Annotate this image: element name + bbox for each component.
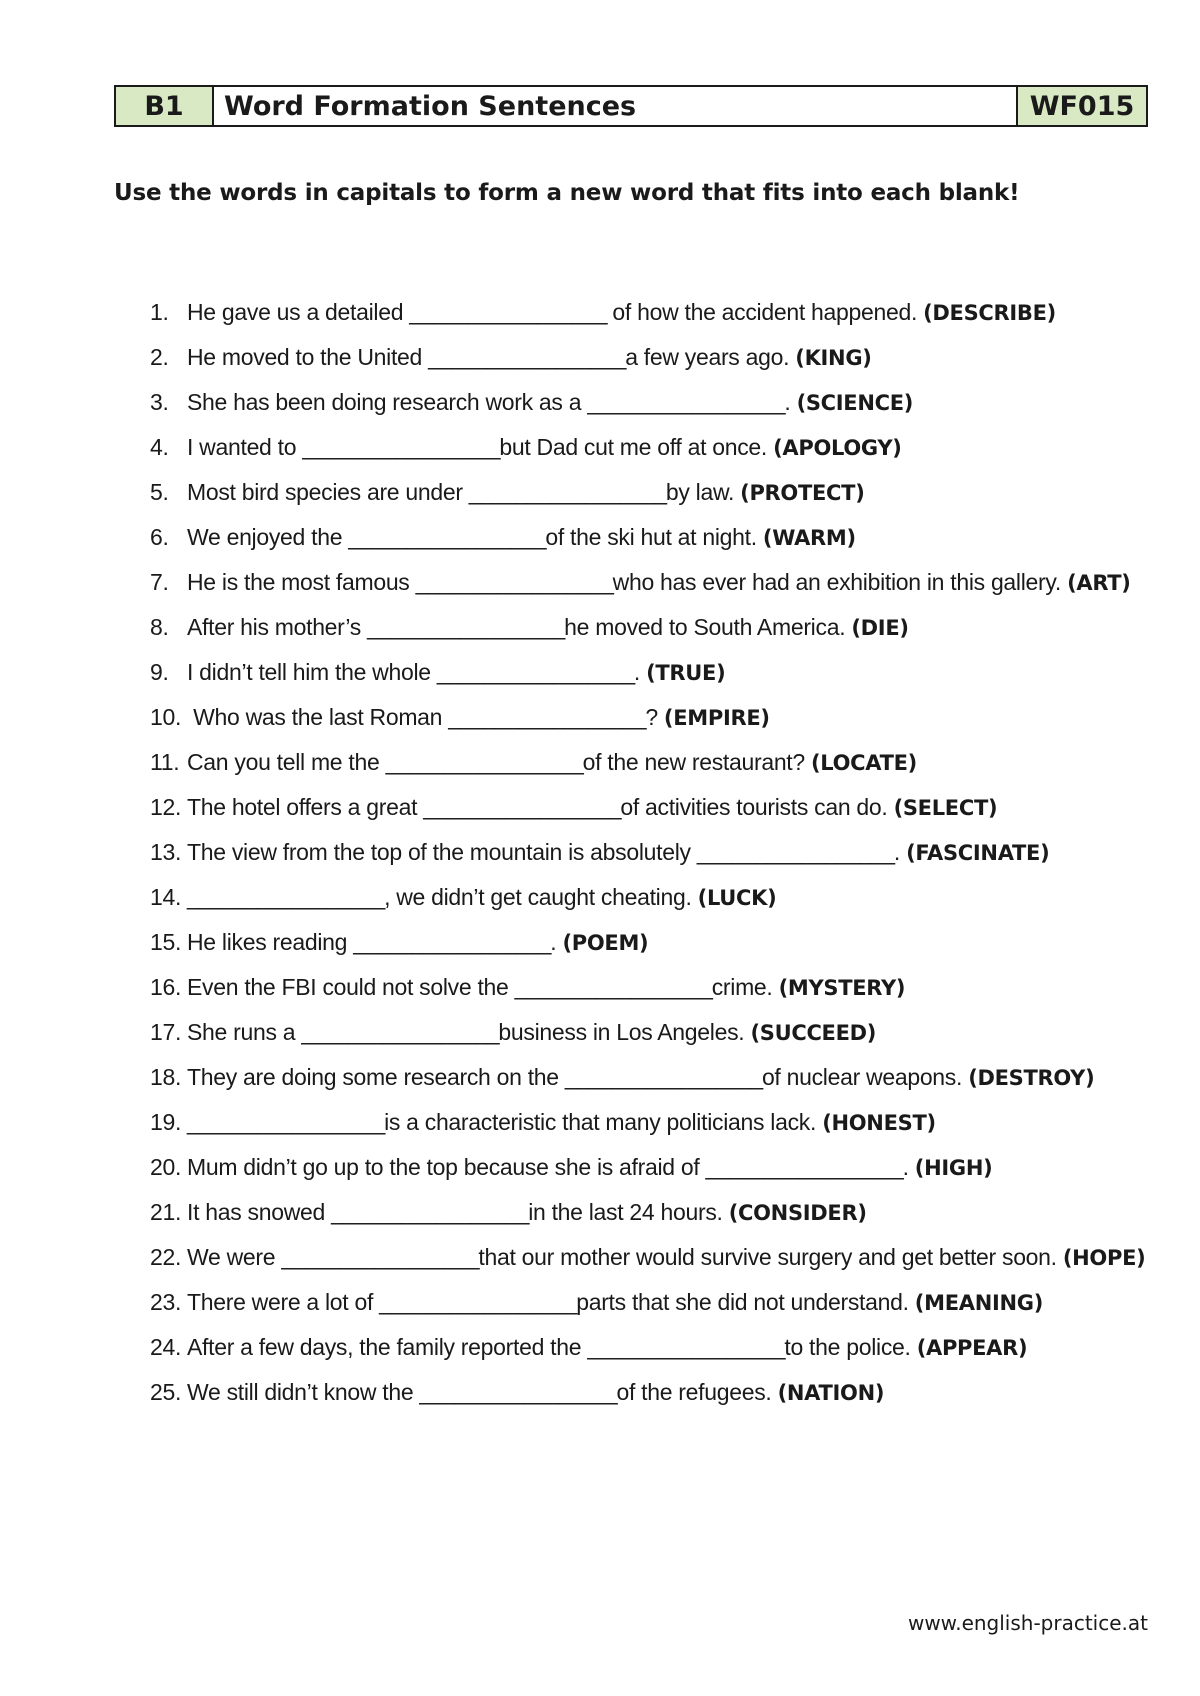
exercise-item (150, 1061, 1150, 1094)
exercise-sentence (187, 791, 1150, 824)
exercise-number: 5. (150, 479, 169, 505)
base-word: (DESCRIBE) (923, 301, 1056, 325)
base-word: (LUCK) (697, 886, 777, 910)
exercise-number: 3. (150, 389, 169, 415)
sentence-before-blank: I wanted to (187, 434, 303, 460)
exercise-sentence (187, 1151, 1150, 1184)
exercise-sentence (187, 1061, 1150, 1094)
sentence-after-blank: by law. (665, 479, 741, 505)
base-word: (KING) (795, 346, 872, 370)
exercise-sentence (187, 971, 1150, 1004)
exercise-item (150, 341, 1150, 374)
level-cell: B1 (116, 87, 214, 125)
exercise-item (150, 1016, 1150, 1049)
sentence-after-blank: but Dad cut me off at once. (499, 434, 774, 460)
sentence-after-blank: a few years ago. (625, 344, 796, 370)
exercise-number: 19. (150, 1109, 182, 1135)
answer-blank[interactable]: _________________ (379, 1289, 577, 1315)
sentence-before-blank: We enjoyed the (187, 524, 349, 550)
exercise-sentence (187, 1106, 1150, 1139)
exercise-item (150, 611, 1150, 644)
base-word: (MEANING) (914, 1291, 1043, 1315)
sentence-before-blank: He moved to the United (187, 344, 429, 370)
sentence-before-blank: He likes reading (187, 929, 354, 955)
exercise-item (150, 566, 1150, 599)
exercise-number: 1. (150, 299, 169, 325)
exercise-sentence (187, 836, 1150, 869)
sentence-after-blank: that our mother would survive surgery and get better soon. (478, 1244, 1063, 1270)
sentence-after-blank: business in Los Angeles. (498, 1019, 751, 1045)
exercise-number: 21. (150, 1199, 182, 1225)
exercise-sentence (187, 1016, 1150, 1049)
answer-blank[interactable]: _________________ (428, 344, 626, 370)
exercise-item (150, 656, 1150, 689)
exercise-number: 6. (150, 524, 169, 550)
answer-blank[interactable]: _________________ (353, 929, 551, 955)
exercise-sentence (187, 521, 1150, 554)
answer-blank[interactable]: _________________ (448, 704, 646, 730)
sentence-after-blank: of activities tourists can do. (620, 794, 894, 820)
exercise-sentence (187, 926, 1150, 959)
sentence-after-blank: . (893, 839, 907, 865)
sentence-before-blank: Even the FBI could not solve the (187, 974, 515, 1000)
sentence-after-blank: . (550, 929, 563, 955)
exercise-sentence (187, 746, 1150, 779)
exercise-sentence (187, 1286, 1150, 1319)
exercise-list (150, 296, 1150, 1421)
exercise-item (150, 1376, 1150, 1409)
exercise-number: 22. (150, 1244, 182, 1270)
sentence-before-blank: He gave us a detailed (187, 299, 410, 325)
exercise-item (150, 476, 1150, 509)
sentence-after-blank: . (784, 389, 797, 415)
base-word: (HONEST) (822, 1111, 936, 1135)
answer-blank[interactable]: _________________ (415, 569, 613, 595)
exercise-item (150, 1106, 1150, 1139)
base-word: (HOPE) (1062, 1246, 1146, 1270)
answer-blank[interactable]: _________________ (367, 614, 565, 640)
exercise-sentence (187, 656, 1150, 689)
base-word: (TRUE) (646, 661, 726, 685)
worksheet-header (114, 85, 1148, 127)
exercise-number: 15. (150, 929, 182, 955)
exercise-sentence (187, 611, 1150, 644)
sentence-after-blank: crime. (711, 974, 779, 1000)
exercise-item (150, 746, 1150, 779)
sentence-before-blank: They are doing some research on the (187, 1064, 565, 1090)
exercise-number: 16. (150, 974, 182, 1000)
exercise-number: 25. (150, 1379, 182, 1405)
base-word: (LOCATE) (810, 751, 917, 775)
answer-blank[interactable]: _________________ (385, 749, 583, 775)
base-word: (PROTECT) (740, 481, 865, 505)
exercise-sentence (187, 566, 1150, 599)
exercise-number: 13. (150, 839, 182, 865)
sentence-after-blank: of how the accident happened. (606, 299, 924, 325)
sentence-after-blank: ? (645, 704, 664, 730)
worksheet-title: Word Formation Sentences (214, 87, 1018, 125)
answer-blank[interactable]: _________________ (423, 794, 621, 820)
exercise-item (150, 521, 1150, 554)
exercise-number: 12. (150, 794, 182, 820)
exercise-number: 23. (150, 1289, 182, 1315)
answer-blank[interactable]: _________________ (587, 389, 785, 415)
sentence-before-blank: Most bird species are under (187, 479, 469, 505)
sentence-before-blank: There were a lot of (187, 1289, 380, 1315)
base-word: (SELECT) (893, 796, 998, 820)
exercise-number: 8. (150, 614, 169, 640)
sentence-after-blank: who has ever had an exhibition in this gallery. (612, 569, 1068, 595)
exercise-item (150, 971, 1150, 1004)
exercise-number: 10. (150, 704, 182, 730)
answer-blank[interactable]: _________________ (436, 659, 634, 685)
base-word: (MYSTERY) (778, 976, 906, 1000)
exercise-sentence (187, 1241, 1150, 1274)
sentence-after-blank: , we didn’t get caught cheating. (384, 884, 698, 910)
base-word: (ART) (1067, 571, 1131, 595)
base-word: (CONSIDER) (728, 1201, 867, 1225)
exercise-item (150, 431, 1150, 464)
sentence-before-blank: He is the most famous (187, 569, 416, 595)
exercise-sentence (187, 431, 1150, 464)
answer-blank[interactable]: _________________ (302, 434, 500, 460)
worksheet-code-cell: WF015 (1018, 87, 1146, 125)
exercise-number: 18. (150, 1064, 182, 1090)
sentence-before-blank: We still didn’t know the (187, 1379, 420, 1405)
sentence-after-blank: to the police. (784, 1334, 917, 1360)
exercise-sentence (187, 701, 1150, 734)
sentence-before-blank: We were (187, 1244, 282, 1270)
exercise-item (150, 881, 1150, 914)
exercise-number: 7. (150, 569, 169, 595)
base-word: (POEM) (562, 931, 649, 955)
exercise-item (150, 296, 1150, 329)
sentence-after-blank: of the refugees. (616, 1379, 778, 1405)
answer-blank[interactable]: _________________ (187, 1109, 385, 1135)
exercise-number: 17. (150, 1019, 182, 1045)
answer-blank[interactable]: _________________ (514, 974, 712, 1000)
exercise-item (150, 386, 1150, 419)
sentence-after-blank: . (633, 659, 647, 685)
exercise-sentence (187, 341, 1150, 374)
sentence-before-blank: After his mother’s (187, 614, 368, 640)
base-word: (DESTROY) (968, 1066, 1095, 1090)
sentence-before-blank: It has snowed (187, 1199, 332, 1225)
sentence-before-blank: The hotel offers a great (187, 794, 424, 820)
sentence-before-blank: Can you tell me the (187, 749, 386, 775)
exercise-item (150, 1286, 1150, 1319)
sentence-before-blank: After a few days, the family reported the (187, 1334, 588, 1360)
exercise-number: 9. (150, 659, 169, 685)
instructions: Use the words in capitals to form a new word that fits into each blank! (114, 180, 1020, 206)
answer-blank[interactable]: _________________ (331, 1199, 529, 1225)
exercise-item (150, 836, 1150, 869)
exercise-number: 4. (150, 434, 169, 460)
base-word: (NATION) (777, 1381, 885, 1405)
sentence-before-blank: I didn’t tell him the whole (187, 659, 437, 685)
sentence-after-blank: of nuclear weapons. (761, 1064, 969, 1090)
exercise-number: 11. (150, 749, 180, 775)
base-word: (HIGH) (914, 1156, 993, 1180)
footer-website: www.english-practice.at (907, 1611, 1148, 1635)
exercise-sentence (187, 476, 1150, 509)
exercise-sentence (187, 1376, 1150, 1409)
base-word: (FASCINATE) (906, 841, 1050, 865)
exercise-item (150, 1151, 1150, 1184)
sentence-after-blank: he moved to South America. (564, 614, 852, 640)
sentence-after-blank: of the ski hut at night. (545, 524, 763, 550)
base-word: (SUCCEED) (750, 1021, 877, 1045)
exercise-number: 2. (150, 344, 169, 370)
base-word: (SCIENCE) (796, 391, 914, 415)
answer-blank[interactable]: _________________ (419, 1379, 617, 1405)
base-word: (DIE) (851, 616, 909, 640)
base-word: (WARM) (762, 526, 856, 550)
exercise-sentence (187, 296, 1150, 329)
sentence-after-blank: of the new restaurant? (582, 749, 811, 775)
exercise-item (150, 791, 1150, 824)
exercise-number: 20. (150, 1154, 182, 1180)
answer-blank[interactable]: _________________ (705, 1154, 903, 1180)
sentence-before-blank: She has been doing research work as a (187, 389, 588, 415)
sentence-before-blank: She runs a (187, 1019, 302, 1045)
exercise-sentence (187, 1331, 1150, 1364)
sentence-after-blank: in the last 24 hours. (528, 1199, 729, 1225)
answer-blank[interactable]: _________________ (348, 524, 546, 550)
exercise-sentence (187, 386, 1150, 419)
answer-blank[interactable]: _________________ (409, 299, 607, 325)
answer-blank[interactable]: _________________ (187, 884, 385, 910)
answer-blank[interactable]: _________________ (696, 839, 894, 865)
base-word: (EMPIRE) (663, 706, 770, 730)
exercise-item (150, 1196, 1150, 1229)
exercise-number: 24. (150, 1334, 182, 1360)
sentence-before-blank: The view from the top of the mountain is absolutely (187, 839, 697, 865)
exercise-item (150, 1241, 1150, 1274)
answer-blank[interactable]: _________________ (564, 1064, 762, 1090)
sentence-before-blank: Who was the last Roman (187, 704, 449, 730)
answer-blank[interactable]: _________________ (281, 1244, 479, 1270)
exercise-sentence (187, 881, 1150, 914)
exercise-item (150, 1331, 1150, 1364)
sentence-after-blank: parts that she did not understand. (576, 1289, 915, 1315)
exercise-item (150, 926, 1150, 959)
sentence-after-blank: is a characteristic that many politicians lack. (384, 1109, 823, 1135)
exercise-sentence (187, 1196, 1150, 1229)
exercise-item (150, 701, 1150, 734)
answer-blank[interactable]: _________________ (468, 479, 666, 505)
base-word: (APOLOGY) (773, 436, 902, 460)
sentence-after-blank: . (902, 1154, 915, 1180)
answer-blank[interactable]: _________________ (587, 1334, 785, 1360)
base-word: (APPEAR) (916, 1336, 1028, 1360)
sentence-before-blank: Mum didn’t go up to the top because she is afraid of (187, 1154, 706, 1180)
exercise-number: 14. (150, 884, 182, 910)
answer-blank[interactable]: _________________ (301, 1019, 499, 1045)
